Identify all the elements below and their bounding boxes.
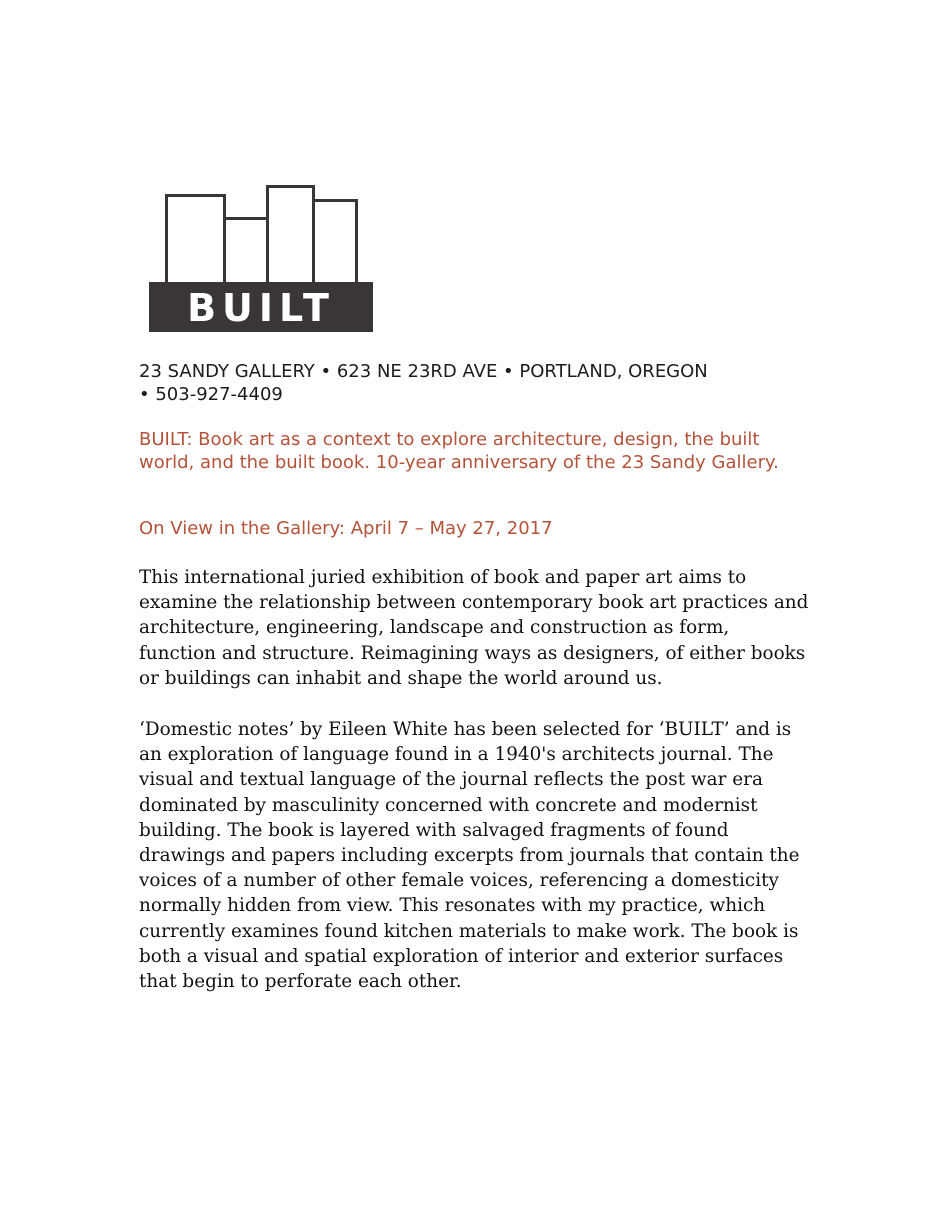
exhibition-description: This international juried exhibition of book and paper art aims to examine the relationship between contemporary book art practices and architecture, engineering, landscape and construction as form, function and structure. Reimagining ways as designers, of either books or buildings can inhabit and shape the world around us. [139, 567, 809, 689]
built-logo-graphic [149, 183, 374, 333]
address-line-1: 23 SANDY GALLERY • 623 NE 23RD AVE • PORTLAND, OREGON [139, 361, 708, 382]
artwork-description: ‘Domestic notes’ by Eileen White has been selected for ‘BUILT’ and is an exploration of language found in a 1940's architects journal. The visual and textual language of the journal reflects the post war era dominated by masculinity concerned with concrete and modernist building. The book is layered with salvaged fragments of found drawings and papers including excerpts from journals that contain the voices of a number of other female voices, referencing a domesticity normally hidden from view. This resonates with my practice, which currently examines found kitchen materials to make work. The book is both a visual and spatial exploration of interior and exterior surfaces that begin to perforate each other. [139, 719, 800, 993]
address-line-2: • 503-927-4409 [139, 384, 283, 405]
built-logo-wordmark: BUILT [187, 286, 335, 330]
on-view-dates: On View in the Gallery: April 7 – May 27, 2017 [139, 518, 553, 539]
gallery-address [139, 360, 779, 406]
built-logo [149, 183, 374, 333]
exhibition-tagline: BUILT: Book art as a context to explore architecture, design, the built world, and the built book. 10-year anniversary of the 23 Sandy Gallery. [139, 429, 779, 473]
